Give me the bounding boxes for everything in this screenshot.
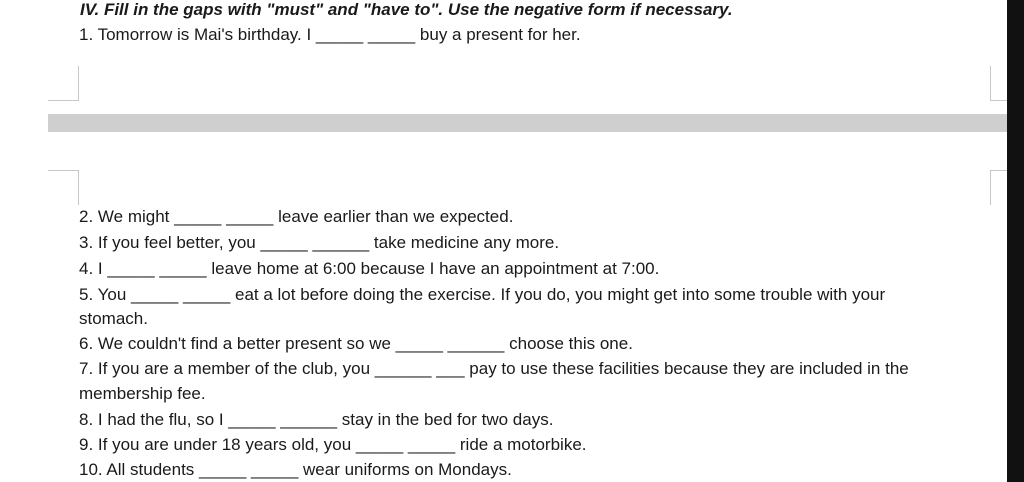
page-break-separator (48, 114, 1007, 132)
exercise-line-8: 8. I had the flu, so I _____ ______ stay in the bed for two days. (79, 410, 554, 429)
page-corner-mark (990, 66, 1008, 101)
exercise-line-5-cont: stomach. (79, 309, 148, 328)
page-corner-mark (48, 66, 79, 101)
exercise-line-7: 7. If you are a member of the club, you ______ ___ pay to use these facilities because they are included in the (79, 359, 909, 378)
exercise-line-10: 10. All students _____ _____ wear uniforms on Mondays. (79, 460, 512, 479)
screen-edge (1007, 0, 1024, 482)
page-corner-mark (48, 170, 79, 205)
exercise-line-7-cont: membership fee. (79, 384, 206, 403)
exercise-line-2: 2. We might _____ _____ leave earlier than we expected. (79, 207, 514, 226)
exercise-line-9: 9. If you are under 18 years old, you _____ _____ ride a motorbike. (79, 435, 587, 454)
exercise-line-6: 6. We couldn't find a better present so we _____ ______ choose this one. (79, 334, 633, 353)
exercise-line-4: 4. I _____ _____ leave home at 6:00 because I have an appointment at 7:00. (79, 259, 660, 278)
exercise-line-1: 1. Tomorrow is Mai's birthday. I _____ _____ buy a present for her. (79, 25, 581, 44)
exercise-line-3: 3. If you feel better, you _____ ______ take medicine any more. (79, 233, 560, 252)
exercise-heading: IV. Fill in the gaps with "must" and "have to". Use the negative form if necessary. (80, 0, 733, 19)
page-corner-mark (990, 170, 1008, 205)
exercise-line-5: 5. You _____ _____ eat a lot before doing the exercise. If you do, you might get into some trouble with your (79, 285, 886, 304)
